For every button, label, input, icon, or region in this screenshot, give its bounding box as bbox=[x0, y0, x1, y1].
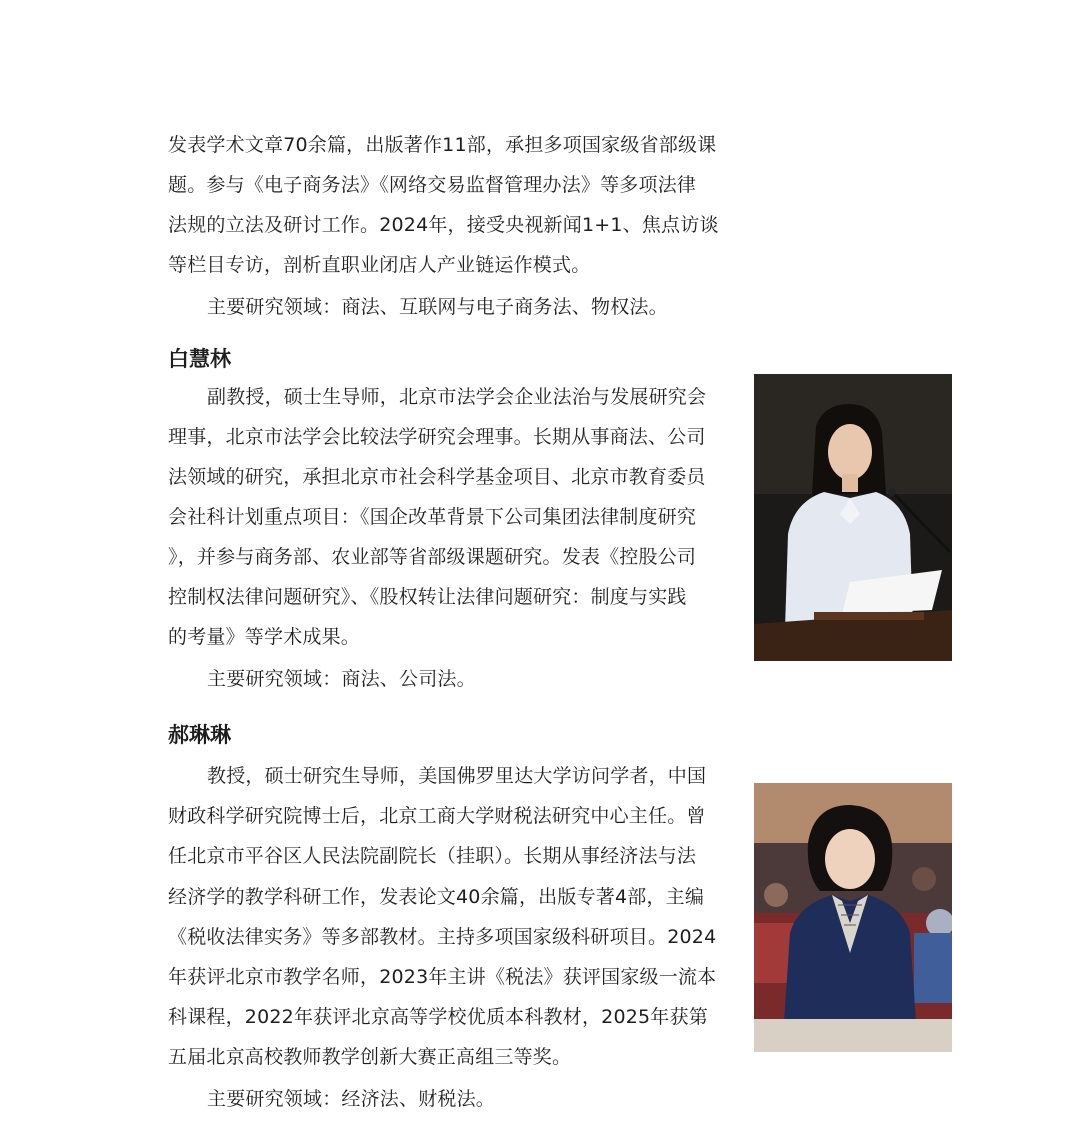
intro-line-4: 等栏目专访，剖析直职业闭店人产业链运作模式。 bbox=[168, 254, 591, 276]
profile-1-line-1: 副教授，硕士生导师，北京市法学会企业法治与发展研究会 bbox=[207, 386, 707, 408]
profile-2-line-6: 年获评北京市教学名师，2023年主讲《税法》获评国家级一流本 bbox=[168, 966, 717, 988]
profile-1-line-2: 理事，北京市法学会比较法学研究会理事。长期从事商法、公司 bbox=[168, 426, 706, 448]
intro-line-2: 题。参与《电子商务法》《网络交易监督管理办法》等多项法律 bbox=[168, 174, 697, 196]
profile-1-line-6: 控制权法律问题研究》、《股权转让法律问题研究：制度与实践 bbox=[168, 586, 687, 608]
profile-2-line-2: 财政科学研究院博士后，北京工商大学财税法研究中心主任。曾 bbox=[168, 805, 706, 827]
profile-1-line-4: 会社科计划重点项目：《国企改革背景下公司集团法律制度研究 bbox=[168, 506, 697, 528]
profile-2-line-7: 科课程，2022年获评北京高等学校优质本科教材，2025年获第 bbox=[168, 1006, 708, 1028]
profile-name-bai-huilin: 白慧林 bbox=[168, 347, 231, 371]
profile-2-line-4: 经济学的教学科研工作，发表论文40余篇，出版专著4部，主编 bbox=[168, 886, 705, 908]
profile-2-line-5: 《税收法律实务》等多部教材。主持多项国家级科研项目。2024 bbox=[168, 926, 717, 948]
intro-research-areas: 主要研究领域：商法、互联网与电子商务法、物权法。 bbox=[207, 296, 668, 318]
profile-1-line-7: 的考量》等学术成果。 bbox=[168, 626, 361, 648]
profile-1-research-areas: 主要研究领域：商法、公司法。 bbox=[207, 668, 476, 690]
portrait-photo-bai-huilin bbox=[754, 374, 952, 661]
profile-2-line-8: 五届北京高校教师教学创新大赛正高组三等奖。 bbox=[168, 1046, 572, 1068]
profile-2-research-areas: 主要研究领域：经济法、财税法。 bbox=[207, 1088, 496, 1110]
profile-1-line-3: 法领域的研究，承担北京市社会科学基金项目、北京市教育委员 bbox=[168, 466, 706, 488]
portrait-photo-hao-linlin bbox=[754, 783, 952, 1052]
profile-2-line-1: 教授，硕士研究生导师，美国佛罗里达大学访问学者，中国 bbox=[207, 765, 707, 787]
profile-1-line-5: 》，并参与商务部、农业部等省部级课题研究。发表《控股公司 bbox=[168, 546, 697, 568]
profile-2-line-3: 任北京市平谷区人民法院副院长（挂职）。长期从事经济法与法 bbox=[168, 845, 697, 867]
intro-line-1: 发表学术文章70余篇，出版著作11部，承担多项国家级省部级课 bbox=[168, 134, 717, 156]
profile-name-hao-linlin: 郝琳琳 bbox=[168, 723, 231, 747]
intro-line-3: 法规的立法及研讨工作。2024年，接受央视新闻1+1、焦点访谈 bbox=[168, 214, 719, 236]
